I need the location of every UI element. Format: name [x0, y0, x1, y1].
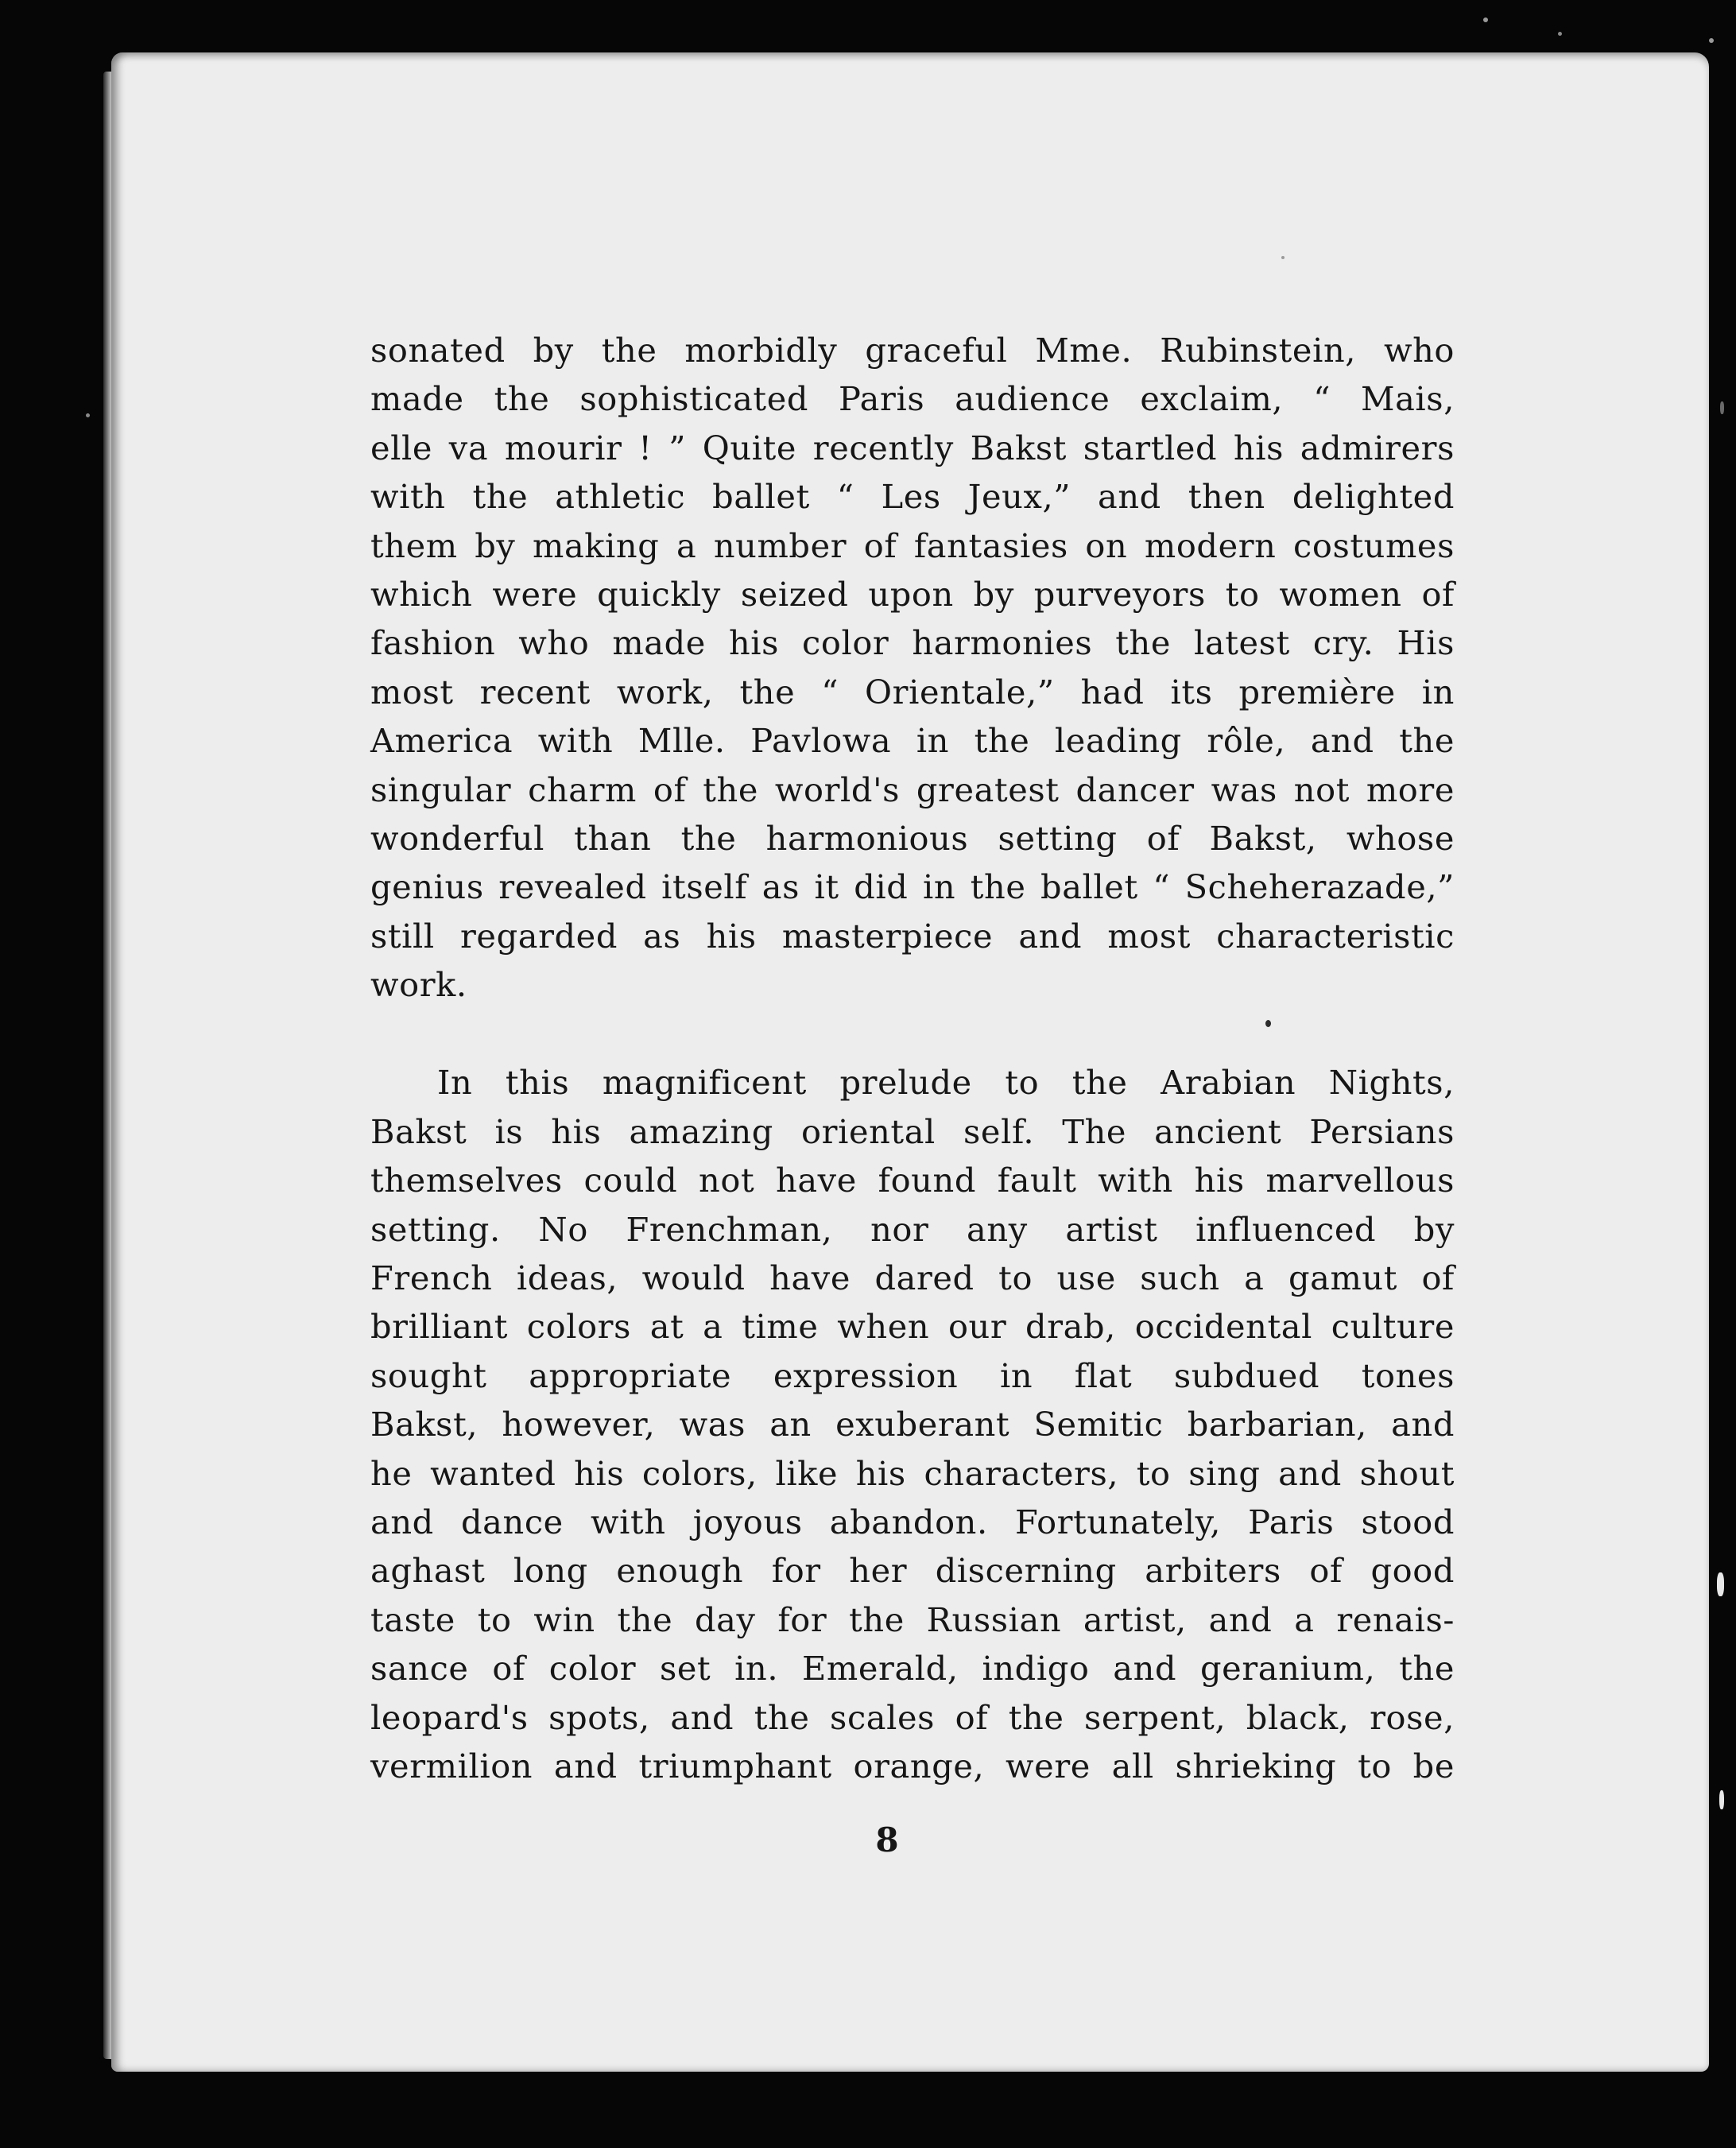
text-line: brilliant colors at a time when our drab, occidental culture — [370, 1307, 1455, 1347]
text-line: elle va mourir ! ” Quite recently Bakst startled his admirers — [370, 428, 1455, 467]
text-line: setting. No Frenchman, nor any artist influenced by — [370, 1209, 1455, 1249]
page-number: 8 — [875, 1820, 899, 1859]
text-line: sought appropriate expression in flat subdued tones — [370, 1355, 1455, 1395]
text-line: and dance with joyous abandon. Fortunately, Paris stood — [370, 1502, 1455, 1541]
dust-speck — [1281, 256, 1285, 259]
text-line: vermilion and triumphant orange, were all shrieking to be — [370, 1746, 1455, 1785]
text-line: leopard's spots, and the scales of the serpent, black, rose, — [370, 1697, 1455, 1737]
text-line: genius revealed itself as it did in the ballet “ Scheherazade,” — [370, 867, 1455, 907]
dust-speck — [1265, 1020, 1271, 1027]
scan-artifact — [1720, 401, 1724, 414]
dust-speck — [1483, 17, 1488, 22]
paragraph-gap — [370, 1009, 1455, 1058]
text-line: most recent work, the “ Orientale,” had its première in — [370, 672, 1455, 711]
text-line: singular charm of the world's greatest dancer was not more — [370, 770, 1455, 809]
text-line: made the sophisticated Paris audience exclaim, “ Mais, — [370, 379, 1455, 419]
text-line: still regarded as his masterpiece and most characteristic — [370, 916, 1455, 956]
text-line: sance of color set in. Emerald, indigo and geranium, the — [370, 1649, 1455, 1689]
text-line: taste to win the day for the Russian artist, and a renais- — [370, 1599, 1455, 1639]
text-line: he wanted his colors, like his characters, to sing and shout — [370, 1453, 1455, 1493]
dust-speck — [1558, 32, 1562, 36]
text-line: America with Mlle. Pavlowa in the leading rôle, and the — [370, 721, 1455, 761]
text-line: work. — [370, 965, 467, 1005]
scan-artifact — [1717, 1572, 1724, 1596]
text-line: Bakst, however, was an exuberant Semitic barbarian, and — [370, 1405, 1455, 1444]
text-line: sonated by the morbidly graceful Mme. Rubinstein, who — [370, 331, 1455, 370]
text-line: which were quickly seized upon by purveyors to women of — [370, 574, 1455, 614]
text-line: them by making a number of fantasies on modern costumes — [370, 525, 1455, 565]
paragraph-2 — [370, 1058, 1455, 1790]
dust-speck — [86, 413, 90, 417]
text-line: fashion who made his color harmonies the latest cry. His — [370, 623, 1455, 663]
text-line: French ideas, would have dared to use such a gamut of — [370, 1258, 1455, 1298]
body-text — [370, 326, 1455, 1790]
text-line: Bakst is his amazing oriental self. The ancient Persians — [370, 1111, 1455, 1151]
text-line: wonderful than the harmonious setting of Bakst, whose — [370, 818, 1455, 858]
text-line: In this magnificent prelude to the Arabian Nights, — [437, 1063, 1455, 1103]
text-line: with the athletic ballet “ Les Jeux,” and then delighted — [370, 477, 1455, 517]
text-line: aghast long enough for her discerning arbiters of good — [370, 1551, 1455, 1591]
paragraph-1 — [370, 326, 1455, 1009]
scan-artifact — [1719, 1790, 1724, 1809]
text-line: themselves could not have found fault with his marvellous — [370, 1161, 1455, 1200]
dust-speck — [1709, 38, 1714, 43]
